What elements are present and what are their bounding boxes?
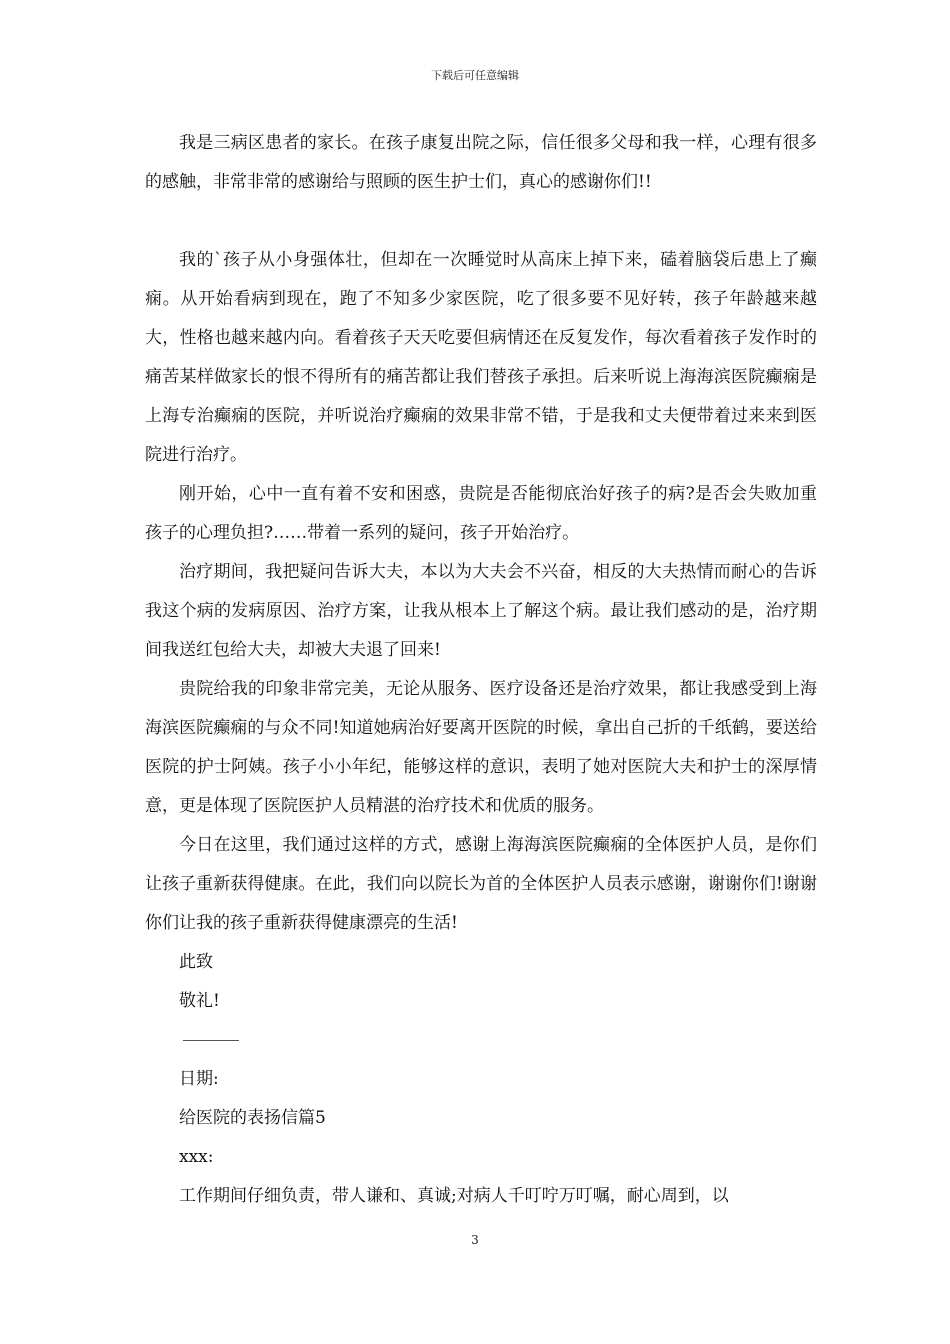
paragraph-impression: 贵院给我的印象非常完美，无论从服务、医疗设备还是治疗效果，都让我感受到上海海滨医院癫痫的与众不同!知道她病治好要离开医院的时候，拿出自己折的千纸鹤，要送给医院的护士阿姨。孩子小小年纪，能够这样的意识，表明了她对医院大夫和护士的深厚情意，更是体现了医院医护人员精湛的治疗技术和优质的服务。 [145, 679, 817, 816]
salutation: xxx: [179, 1147, 214, 1167]
closing-regards: 此致 [179, 952, 213, 972]
page-number: 3 [471, 1233, 479, 1247]
signature-line [183, 1021, 239, 1041]
paragraph-last-line: 工作期间仔细负责，带人谦和、真诚;对病人千叮咛万叮嘱，耐心周到，以 [179, 1186, 729, 1206]
paragraph-gap [145, 202, 817, 241]
next-letter-title: 给医院的表扬信篇5 [179, 1108, 326, 1128]
page-header-note: 下载后可任意编辑 [431, 69, 519, 82]
paragraph-doubts: 刚开始，心中一直有着不安和困惑，贵院是否能彻底治好孩子的病?是否会失败加重孩子的心理负担?……带着一系列的疑问，孩子开始治疗。 [145, 484, 817, 543]
closing-salute: 敬礼! [179, 991, 220, 1011]
paragraph-intro: 我是三病区患者的家长。在孩子康复出院之际，信任很多父母和我一样，心理有很多的感触，非常非常的感谢给与照顾的医生护士们，真心的感谢你们!! [145, 133, 817, 192]
paragraph-treatment: 治疗期间，我把疑问告诉大夫，本以为大夫会不兴奋，相反的大夫热情而耐心的告诉我这个病的发病原因、治疗方案，让我从根本上了解这个病。最让我们感动的是，治疗期间我送红包给大夫，却被大夫退了回来! [145, 562, 817, 660]
paragraph-thanks: 今日在这里，我们通过这样的方式，感谢上海海滨医院癫痫的全体医护人员，是你们让孩子重新获得健康。在此，我们向以院长为首的全体医护人员表示感谢，谢谢你们!谢谢你们让我的孩子重新获得健康漂亮的生活! [145, 835, 817, 933]
date-label: 日期: [179, 1069, 219, 1089]
document-body [145, 124, 817, 1216]
paragraph-story: 我的`孩子从小身强体壮，但却在一次睡觉时从高床上掉下来，磕着脑袋后患上了癫痫。从开始看病到现在，跑了不知多少家医院，吃了很多要不见好转，孩子年龄越来越大，性格也越来越内向。看着孩子天天吃要但病情还在反复发作，每次看着孩子发作时的痛苦某样做家长的恨不得所有的痛苦都让我们替孩子承担。后来听说上海海滨医院癫痫是上海专治癫痫的医院，并听说治疗癫痫的效果非常不错，于是我和丈夫便带着过来来到医院进行治疗。 [145, 250, 817, 465]
